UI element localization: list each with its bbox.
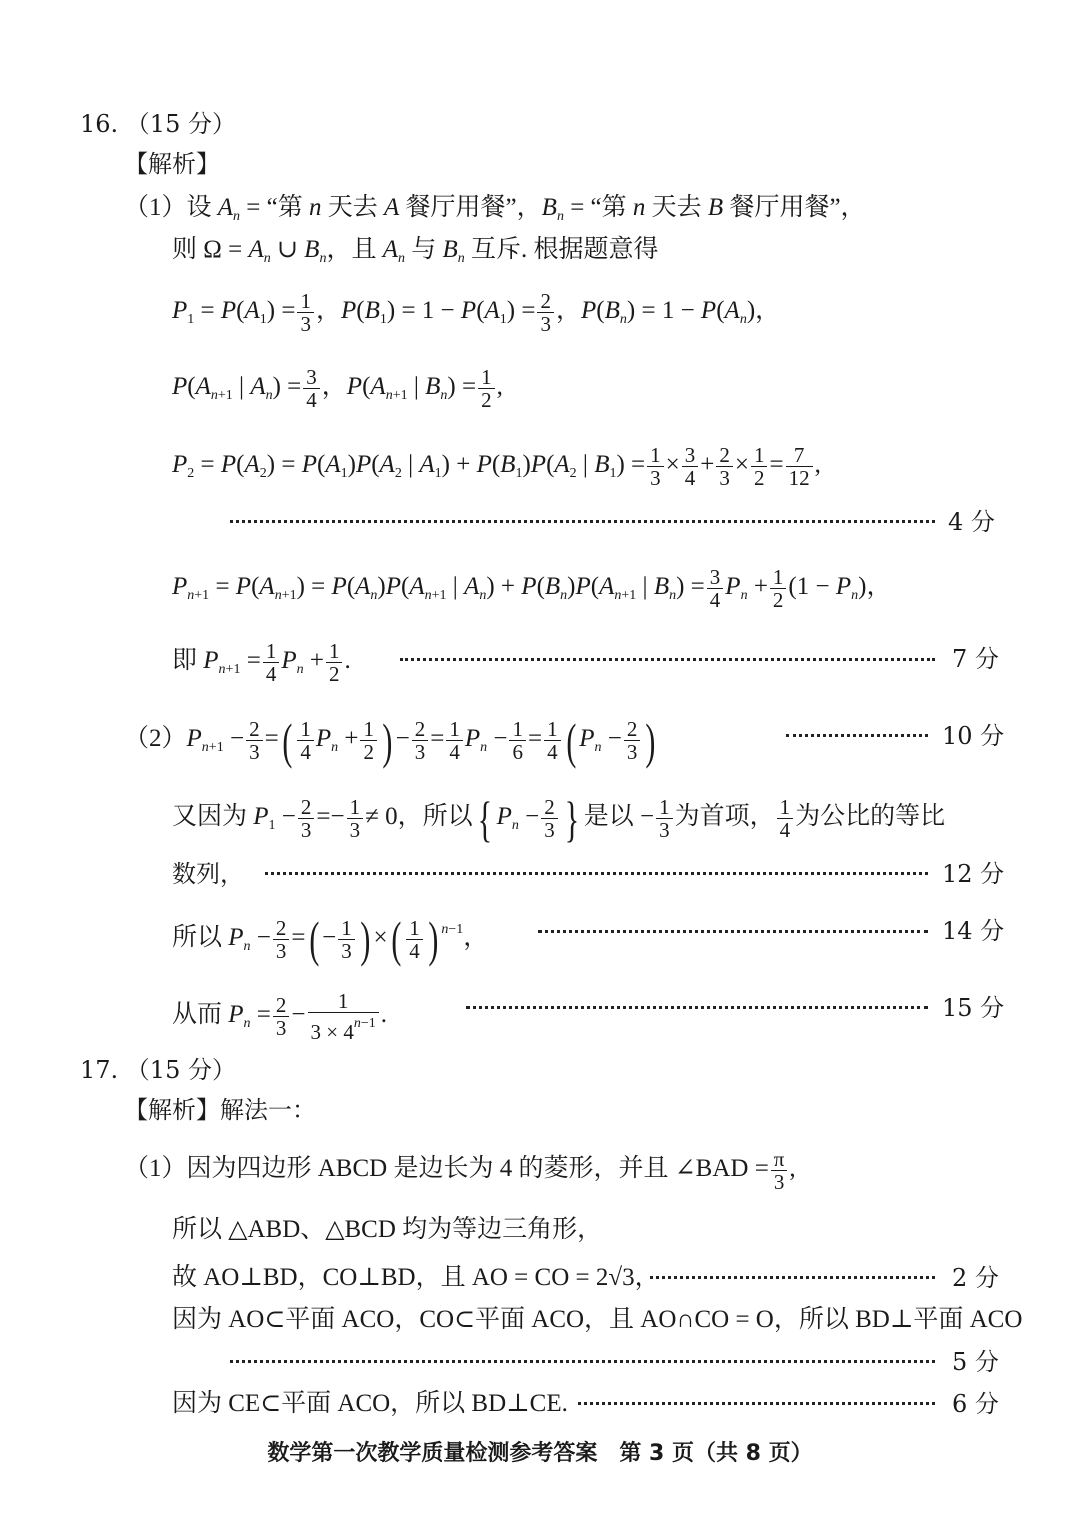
dot-leader [786,734,928,737]
q16-header: 16. （15 分） [80,110,236,138]
score-12: 12 分 [942,860,1005,888]
dot-leader [578,1402,935,1405]
q16-eq-recursion: $P_{n+1} = P(A_{n+1}) = P(A_n)P(A_{n+1}$ | $A_n) + P(B_n)P(A_{n+1}$ | $B_n$) = $\frac{3}{4}$ $P_n$ + $\frac{1}{2}$ $(1 - P_n)$， [172,565,892,612]
q17-line1: （1）因为四边形 ABCD 是边长为 4 的菱形，并且 ∠BAD = $\frac{\pi}{3}$ , [124,1147,796,1194]
q16-part1-line2: 则 $\Omega = A_n$ ∪ $B_n$，且 $A_n$ 与 $B_n$ 互斥. 根据题意得 [172,236,659,266]
dot-leader [230,1360,935,1363]
score-15: 15 分 [942,994,1005,1022]
q16-general-term: 所以 $P_n$ − $\frac{2}{3}$ =( − $\frac{1}{3}$ ) ×( $\frac{1}{4}$ ) $^{n-1}$， [172,911,489,968]
q16-eq-p1: $P_1 = P(A_1)$ = $\frac{1}{3}$ ，$P(B_1) = 1 - P(A_1)$ = $\frac{2}{3}$ ，$P(B_n) = 1 - P(A_n)$， [172,289,781,336]
score-14: 14 分 [942,917,1005,945]
score-4: 4 分 [948,508,995,536]
q17-jiexi: 【解析】解法一： [124,1096,316,1124]
q16-shulie: 数列， [172,860,244,888]
q16-eq-cond: $P(A_{n+1}$ | $A_n$) = $\frac{3}{4}$ ，$P(A_{n+1}$ | $B_n$) = $\frac{1}{2}$ , [172,365,503,412]
q17-header: 17. （15 分） [80,1056,236,1084]
q16-part2-eq: $(2)P_{n+1}$ − $\frac{2}{3}$ =( $\frac{1}{4}$ $P_n$ + $\frac{1}{2}$ ) − $\frac{2}{3}$ = $\frac{1}{4}$ $P_n$ − $\frac{1}{6}$ = $\frac{1}{4}$ ( $P_n$ − $\frac{2}{3}$ ) [124,712,656,769]
q16-part2-geometric: 又因为 $P_1$ − $\frac{2}{3}$ =− $\frac{1}{3}$ ≠ 0，所以{ $P_n$ − $\frac{2}{3}$ } 是以 − $\frac{1}{3}$ 为首项， $\frac{1}{4}$ 为公比的等比 [172,790,946,847]
dot-leader [230,520,935,523]
dot-leader [538,930,928,933]
score-2: 2 分 [952,1264,999,1292]
q16-eq-p2: $P_2 = P(A_2) = P(A_1)P(A_2$ | $A_1) + P(B_1)P(A_2$ | $B_1$) = $\frac{1}{3}$ × $\frac{3}{4}$ + $\frac{2}{3}$ × $\frac{1}{2}$ = $\frac{7}{12}$ , [172,443,821,490]
dot-leader [400,658,935,661]
score-10: 10 分 [942,722,1005,750]
score-7: 7 分 [952,645,999,673]
q16-jiexi: 【解析】 [124,150,220,178]
q16-part1-line1: （1）设 $A_n$ = “第 n 天去 A 餐厅用餐”，$B_n$ = “第 n 天去 B 餐厅用餐”， [124,194,866,224]
q17-line3: 故 AO⊥BD，CO⊥BD，且 AO = CO = 2√3， [172,1264,660,1291]
dot-leader [466,1006,928,1009]
score-5: 5 分 [952,1348,999,1376]
q16-eq-simplified: 即 $P_{n+1}$ = $\frac{1}{4}$ $P_n$ + $\frac{1}{2}$ . [172,639,351,686]
page-footer: 数学第一次教学质量检测参考答案 第 3 页（共 8 页） [267,1441,813,1466]
q17-line5: 因为 CE⊂平面 ACO，所以 BD⊥CE. [172,1390,568,1417]
dot-leader [265,872,928,875]
q17-line2: 所以 △ABD、△BCD 均为等边三角形， [172,1216,603,1243]
q16-final: 从而 $P_n$ = $\frac{2}{3}$ − $\frac{1}{3 \times 4^{n-1}}$ . [172,989,388,1044]
dot-leader [650,1276,935,1279]
q17-line4: 因为 AO⊂平面 ACO，CO⊂平面 ACO，且 AO∩CO = O，所以 BD⊥平面 ACO [172,1306,1023,1333]
score-6: 6 分 [952,1390,999,1418]
